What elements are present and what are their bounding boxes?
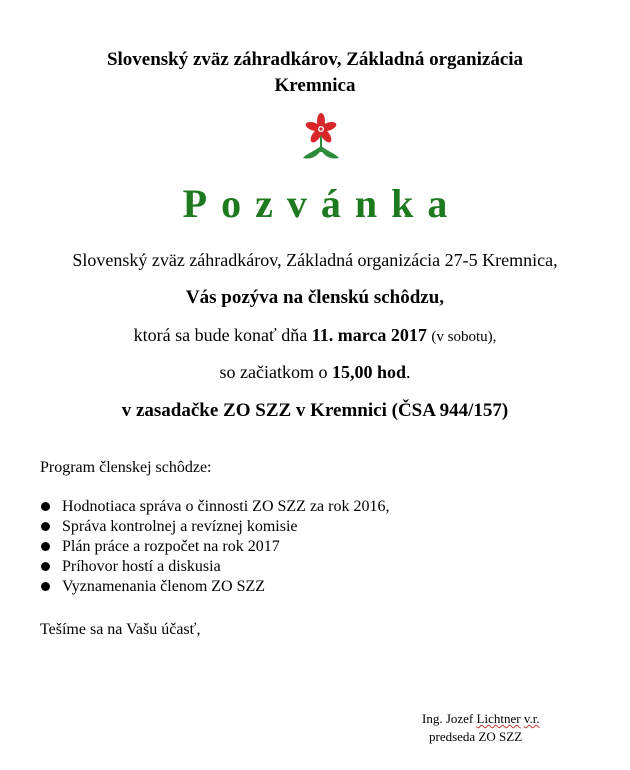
bullet-icon [41,582,50,591]
invitation-line-time [0,362,630,383]
organization-line-2: Kremnica [274,75,356,96]
agenda-item-text: Hodnotiaca správa o činnosti ZO SZZ za rok 2016, [62,498,390,515]
bullet-icon [41,522,50,531]
bullet-icon [41,562,50,571]
agenda-item [40,517,389,537]
invitation-line-date [0,325,630,346]
agenda-item-text: Plán práce a rozpočet na rok 2017 [62,538,280,555]
invitation-line-venue: v zasadačke ZO SZZ v Kremnici (ČSA 944/157) [121,400,509,421]
meeting-time: 15,00 hod [331,362,406,382]
date-note: (v sobotu), [431,329,497,345]
program-title: Program členskej schôdze: [40,459,212,476]
agenda-item [40,557,389,577]
organization-line-1: Slovenský zväz záhradkárov, Základná organizácia [106,49,524,70]
signature-name [422,711,540,727]
bullet-icon [41,502,50,511]
agenda-list [40,497,389,597]
time-suffix: . [406,362,411,382]
closing-text: Tešíme sa na Vašu účasť, [40,621,201,638]
agenda-item [40,577,389,597]
signature-vr: v.r. [523,711,540,726]
agenda-item [40,497,389,517]
agenda-item-text: Vyznamenania členom ZO SZZ [62,578,266,595]
organization-title [0,47,630,99]
agenda-item [40,537,389,557]
bullet-icon [41,542,50,551]
invitation-heading: Pozvánka [182,181,462,226]
agenda-item-text: Správa kontrolnej a revíznej komisie [62,518,298,535]
flower-logo-icon [301,112,341,164]
date-prefix: ktorá sa bude konať dňa [133,325,312,345]
signature-surname: Lichtner [476,711,521,726]
signature-role: predseda ZO SZZ [429,729,523,744]
signature-name-prefix: Ing. Jozef [422,711,477,726]
invitation-line-organization: Slovenský zväz záhradkárov, Základná organizácia 27-5 Kremnica, [72,250,558,270]
invitation-line-invites: Vás pozýva na členskú schôdzu, [185,287,445,308]
meeting-date: 11. marca 2017 [311,325,427,345]
time-prefix: so začiatkom o [219,362,332,382]
agenda-item-text: Príhovor hostí a diskusia [62,558,221,575]
